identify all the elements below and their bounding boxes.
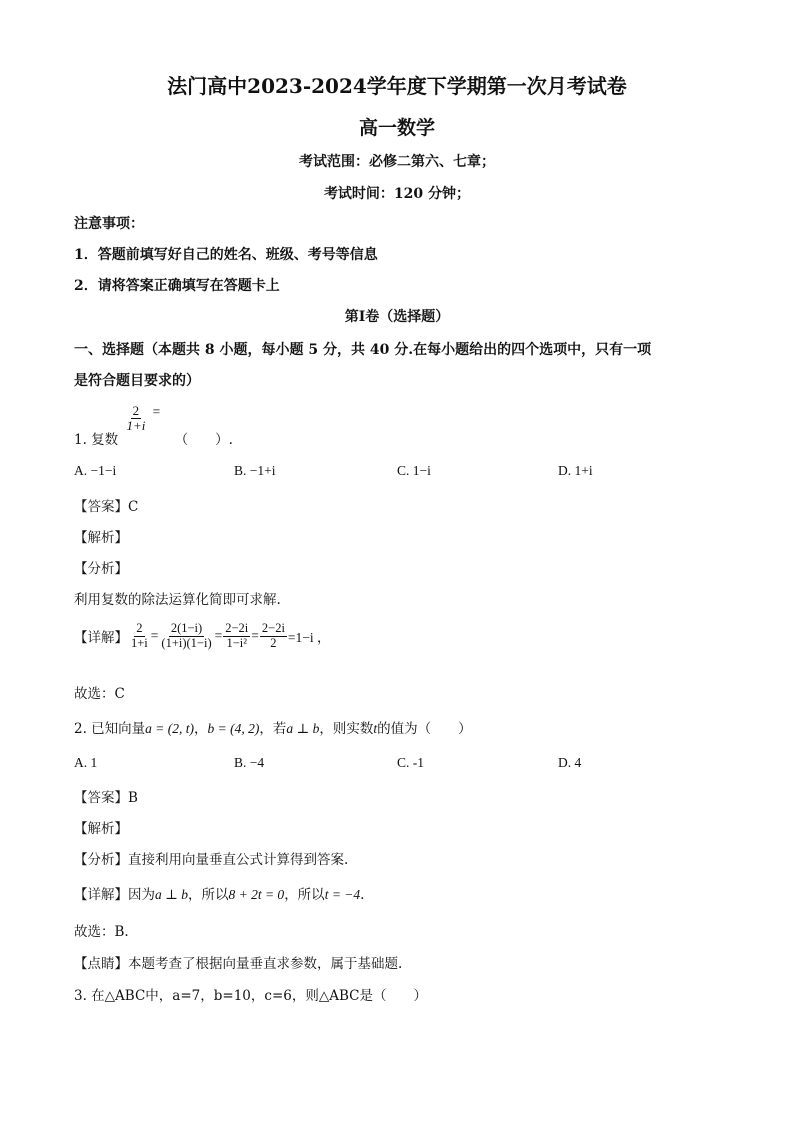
q1-equals: = xyxy=(152,404,161,420)
q2-perp: a ⊥ b xyxy=(286,721,320,736)
question-3-stem: 3. 在△ABC中，a=7，b=10，c=6，则△ABC是（ ） xyxy=(74,988,427,1004)
q1-frac-num: 2 xyxy=(132,403,140,418)
q2-fenxi-label: 【分析】 xyxy=(74,852,128,868)
q2-detail-a: 因为 xyxy=(128,887,155,903)
q1-option-a: A. −1−i xyxy=(74,463,117,478)
exam-scope: 考试范围：必修二第六、七章； xyxy=(299,154,495,170)
q1-blank: （ ）. xyxy=(174,432,233,449)
q1-analysis-label: 【解析】 xyxy=(74,530,128,546)
notes-heading: 注意事项： xyxy=(74,216,144,232)
section-instruction-line1: 一、选择题（本题共 8 小题，每小题 5 分，共 40 分.在每小题给出的四个选项中，只有一项 xyxy=(74,342,652,358)
q1-detail-label: 【详解】 xyxy=(74,630,128,647)
q1-option-c: C. 1−i xyxy=(397,463,431,478)
q2-fenxi-text: 直接利用向量垂直公式计算得到答案. xyxy=(128,852,349,868)
q1-detail-frac-2 xyxy=(159,622,213,651)
q2-analysis-label: 【解析】 xyxy=(74,821,128,837)
q1-detail-f4-den: 2 xyxy=(270,635,277,650)
q2-vector-a: a = (2, t) xyxy=(145,721,195,736)
q2-option-a: A. 1 xyxy=(74,755,98,770)
q2-conclusion: 故选：B. xyxy=(74,924,129,940)
subject-title: 高一数学 xyxy=(358,117,435,139)
q1-detail-eq-2: = xyxy=(214,628,223,644)
q1-answer-value: C xyxy=(128,499,139,515)
q2-detail-eq2: t = −4 xyxy=(324,887,361,902)
q2-dianjing xyxy=(74,952,402,972)
q1-fenxi-text: 利用复数的除法运算化简即可求解. xyxy=(74,592,281,608)
q1-detail-frac-4 xyxy=(260,622,287,651)
q2-vector-b: b = (4, 2) xyxy=(207,721,260,736)
question-2-stem xyxy=(74,717,472,737)
part1-heading: 第I卷（选择题） xyxy=(344,309,450,325)
q2-answer-value: B xyxy=(128,790,138,806)
q2-stem-b: ， xyxy=(194,721,208,737)
q2-var-t: t xyxy=(373,721,378,736)
q2-option-c: C. -1 xyxy=(397,755,424,770)
exam-title: 法门高中2023-2024学年度下学期第一次月考试卷 xyxy=(167,74,627,98)
q2-detail-b: ，所以 xyxy=(187,887,229,903)
note-item-2: 2．请将答案正确填写在答题卡上 xyxy=(74,278,280,294)
q2-option-d: D. 4 xyxy=(558,755,582,770)
question-1-stem xyxy=(74,403,233,449)
q2-stem-c: ，若 xyxy=(259,721,287,737)
q1-detail-f2-num: 2(1−i) xyxy=(170,621,203,635)
q2-stem-e: 的值为（ ） xyxy=(377,721,472,737)
note-item-1: 1．答题前填写好自己的姓名、班级、考号等信息 xyxy=(74,247,378,263)
q2-dianjing-text: 本题考查了根据向量垂直求参数，属于基础题. xyxy=(128,956,403,972)
q1-detail-frac-3 xyxy=(223,622,250,651)
q1-detail-f4-num: 2−2i xyxy=(261,621,285,635)
q1-detail-f3-num: 2−2i xyxy=(225,621,249,635)
q1-prefix: 1. 复数 xyxy=(74,432,119,449)
q2-option-b: B. −4 xyxy=(234,755,265,770)
q2-detail xyxy=(74,883,364,903)
q2-detail-eq1: 8 + 2t = 0 xyxy=(228,887,285,902)
q2-dianjing-label: 【点睛】 xyxy=(74,956,128,972)
q2-detail-d: . xyxy=(360,887,365,903)
q2-detail-c: ，所以 xyxy=(284,887,325,903)
q2-stem-a: 2. 已知向量 xyxy=(74,721,146,737)
section-instruction-line2: 是符合题目要求的） xyxy=(74,373,200,389)
q1-detail-f3-den: 1−i² xyxy=(226,635,248,650)
exam-time: 考试时间：120 分钟； xyxy=(323,186,471,202)
q1-frac-den: 1+i xyxy=(126,418,146,434)
q1-option-d: D. 1+i xyxy=(558,463,593,478)
q1-fenxi-label: 【分析】 xyxy=(74,561,128,577)
q1-answer-label: 【答案】 xyxy=(74,499,128,515)
q1-option-b: B. −1+i xyxy=(234,463,276,478)
q1-fraction xyxy=(124,404,147,434)
q1-conclusion: 故选：C xyxy=(74,686,125,702)
q1-detail-tail: =1−i ， xyxy=(287,630,331,646)
q1-detail-f1-den: 1+i xyxy=(131,635,148,650)
q2-answer-label: 【答案】 xyxy=(74,790,128,806)
q2-answer xyxy=(74,786,138,806)
q2-fenxi xyxy=(74,848,348,868)
q1-detail xyxy=(74,622,331,651)
q2-detail-label: 【详解】 xyxy=(74,887,128,903)
q1-detail-f2-den: (1+i)(1−i) xyxy=(161,635,212,650)
q1-detail-eq-3: = xyxy=(251,628,259,644)
q1-detail-frac-1 xyxy=(129,622,150,651)
q1-detail-f1-num: 2 xyxy=(136,621,143,635)
q2-stem-d: ，则实数 xyxy=(319,721,374,737)
q1-detail-eq-1: = xyxy=(150,628,159,644)
q2-detail-perp: a ⊥ b xyxy=(155,887,188,902)
q1-answer xyxy=(74,495,138,515)
